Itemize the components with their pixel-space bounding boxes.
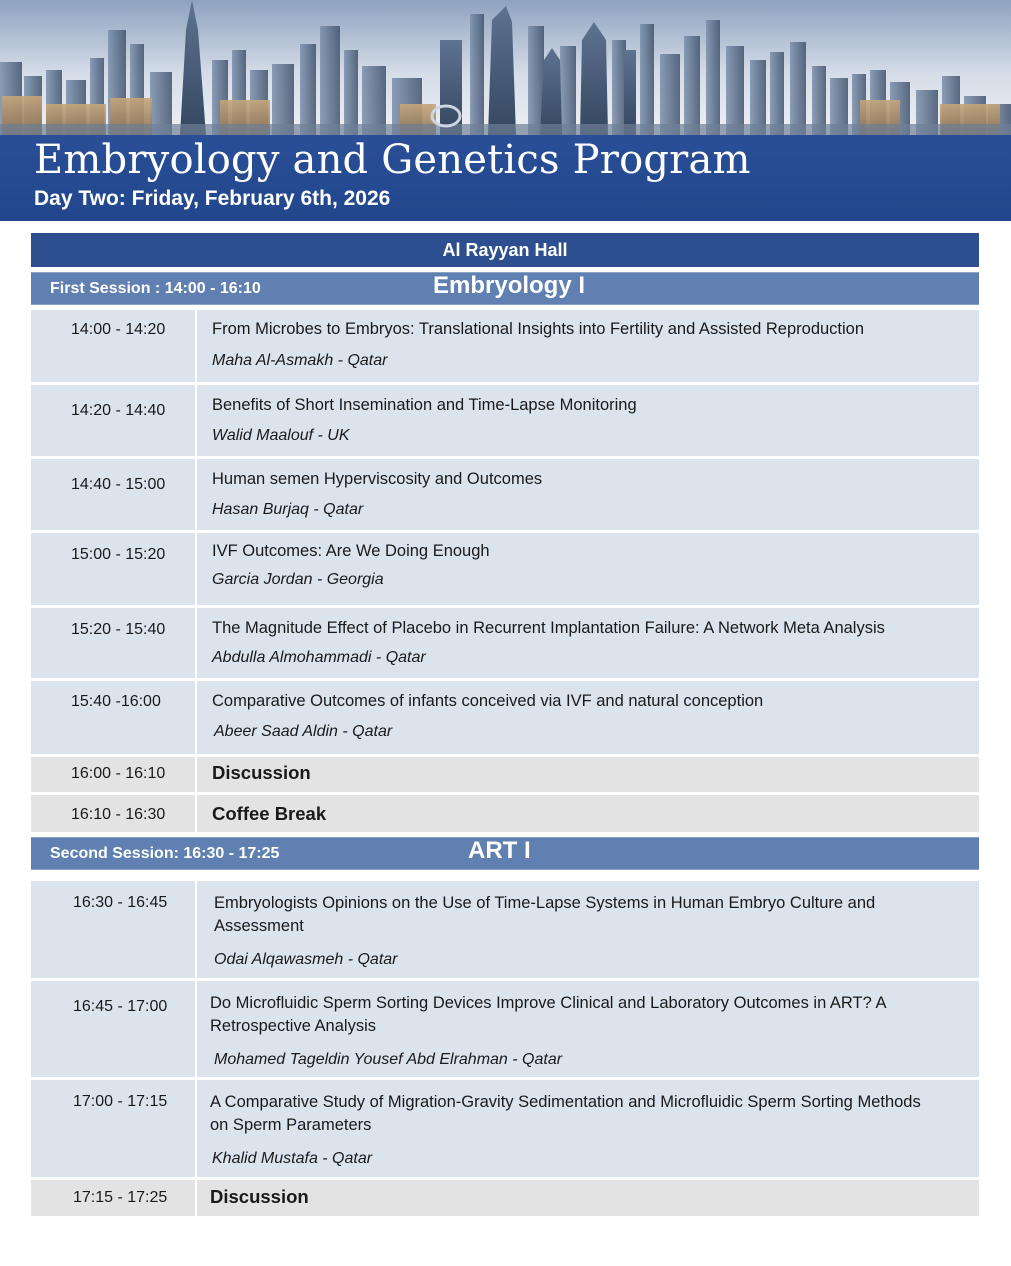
schedule-row (31, 459, 979, 530)
session-header-second (31, 837, 979, 870)
schedule-row (31, 757, 979, 792)
speaker: Abeer Saad Aldin - Qatar (214, 723, 393, 740)
program-banner (0, 135, 1011, 221)
row-content-cell (197, 681, 979, 754)
schedule-row (31, 608, 979, 678)
row-content-cell (197, 385, 979, 456)
row-content-cell (197, 795, 979, 832)
coffee-break-label: Coffee Break (212, 803, 327, 824)
talk-title: Do Microfluidic Sperm Sorting Devices Improve Clinical and Laboratory Outcomes in ART? A Retrospective Analysis (210, 994, 886, 1035)
talk-title: Comparative Outcomes of infants conceived via IVF and natural conception (212, 692, 764, 710)
talk-title: Human semen Hyperviscosity and Outcomes (212, 470, 543, 488)
row-time-cell (31, 1080, 195, 1177)
schedule-row (31, 533, 979, 605)
speaker: Odai Alqawasmeh - Qatar (214, 951, 398, 968)
session-time: First Session : 14:00 - 16:10 (50, 280, 261, 297)
schedule-row (31, 385, 979, 456)
row-time: 16:10 - 16:30 (71, 806, 166, 823)
row-time-cell (31, 981, 195, 1077)
row-content-cell (197, 533, 979, 605)
row-time-cell (31, 608, 195, 678)
row-time: 16:00 - 16:10 (71, 765, 166, 782)
talk-title: Embryologists Opinions on the Use of Time-Lapse Systems in Human Embryo Culture and Assessment (214, 894, 876, 935)
row-time: 14:00 - 14:20 (71, 321, 166, 338)
schedule-row (31, 1180, 979, 1216)
row-content-cell (197, 608, 979, 678)
talk-title: A Comparative Study of Migration-Gravity Sedimentation and Microfluidic Sperm Sorting Methods on Sperm Parameters (210, 1093, 921, 1134)
row-content-cell (197, 310, 979, 382)
schedule-row (31, 981, 979, 1077)
row-content-cell (197, 1080, 979, 1177)
session-name: Embryology I (433, 272, 586, 299)
row-time: 15:20 - 15:40 (71, 621, 166, 638)
speaker: Mohamed Tageldin Yousef Abd Elrahman - Qatar (214, 1051, 563, 1068)
speaker: Khalid Mustafa - Qatar (212, 1150, 373, 1167)
row-time: 17:00 - 17:15 (73, 1093, 168, 1110)
schedule-row (31, 881, 979, 978)
row-time-cell (31, 1180, 195, 1216)
speaker: Garcia Jordan - Georgia (212, 571, 384, 588)
row-time-cell (31, 757, 195, 792)
schedule-row (31, 795, 979, 832)
schedule-row (31, 1080, 979, 1177)
hall-header: Al Rayyan Hall (31, 233, 979, 267)
schedule-row (31, 681, 979, 754)
row-time-cell (31, 459, 195, 530)
discussion-label: Discussion (212, 762, 311, 783)
speaker: Hasan Burjaq - Qatar (212, 501, 364, 518)
row-time-cell (31, 310, 195, 382)
doha-skyline-image (0, 0, 1011, 135)
session-header-first (31, 272, 979, 305)
row-time: 17:15 - 17:25 (73, 1189, 168, 1206)
row-time-cell (31, 881, 195, 978)
speaker: Walid Maalouf - UK (212, 427, 350, 444)
talk-title: Benefits of Short Insemination and Time-Lapse Monitoring (212, 396, 637, 414)
row-time-cell (31, 681, 195, 754)
row-time: 16:30 - 16:45 (73, 894, 168, 911)
row-content-cell (197, 757, 979, 792)
row-time-cell (31, 533, 195, 605)
row-time: 15:40 -16:00 (71, 693, 161, 710)
row-time: 14:40 - 15:00 (71, 476, 166, 493)
program-title: Embryology and Genetics Program (34, 137, 751, 183)
row-time: 14:20 - 14:40 (71, 402, 166, 419)
session-time: Second Session: 16:30 - 17:25 (50, 845, 280, 862)
talk-title: IVF Outcomes: Are We Doing Enough (212, 542, 490, 560)
speaker: Abdulla Almohammadi - Qatar (212, 649, 426, 666)
program-day: Day Two: Friday, February 6th, 2026 (34, 187, 391, 210)
talk-title: From Microbes to Embryos: Translational Insights into Fertility and Assisted Reproduction (212, 320, 865, 338)
speaker: Maha Al-Asmakh - Qatar (212, 352, 388, 369)
row-content-cell (197, 881, 979, 978)
row-time: 15:00 - 15:20 (71, 546, 166, 563)
row-content-cell (197, 981, 979, 1077)
row-content-cell (197, 1180, 979, 1216)
row-content-cell (197, 459, 979, 530)
row-time-cell (31, 795, 195, 832)
discussion-label: Discussion (210, 1186, 309, 1207)
row-time: 16:45 - 17:00 (73, 998, 168, 1015)
schedule-row (31, 310, 979, 382)
session-name: ART I (468, 837, 531, 864)
talk-title: The Magnitude Effect of Placebo in Recurrent Implantation Failure: A Network Meta Analysis (212, 619, 885, 637)
row-time-cell (31, 385, 195, 456)
